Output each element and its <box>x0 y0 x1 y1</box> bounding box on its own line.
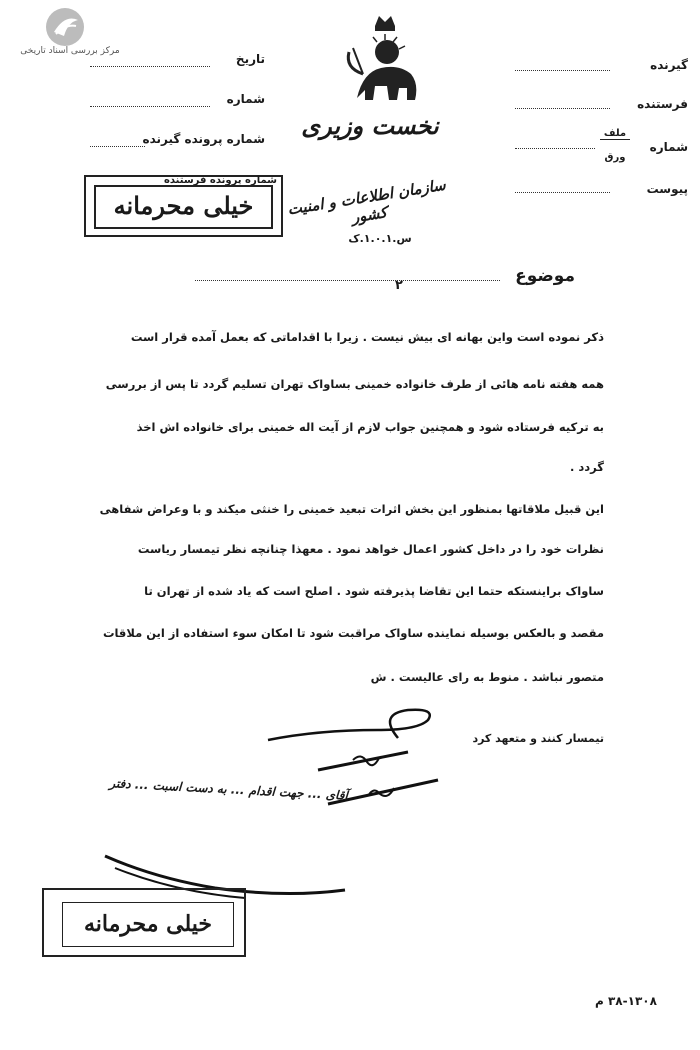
body-line-8: مقصد و بالعکس بوسیله نماینده ساواک مراقبت شود تا امکان سوء استفاده از این ملاقات <box>102 626 604 640</box>
sender-line <box>515 108 610 109</box>
attachment-label: پیوست <box>646 182 688 196</box>
date-label: تاریخ <box>235 52 265 66</box>
top-secret-stamp-text: خیلی محرمانه <box>94 185 273 229</box>
body-line-2: همه هفته نامه هائی از طرف خانواده خمینی بساواک تهران تسلیم گردد تا پس از بررسی <box>105 377 604 391</box>
letterhead-subtitle: سازمان اطلاعات و امنیت کشور <box>286 175 447 227</box>
closing-line: تیمسار کنند و متعهد کرد <box>472 732 604 745</box>
subject-value: ۲ <box>395 278 403 293</box>
page-label: ورق <box>604 152 626 163</box>
classification-stamp <box>84 175 283 237</box>
date-line <box>90 66 210 67</box>
archive-number: ۳۸-۱۳۰۸ م <box>595 994 657 1008</box>
subject-line <box>195 280 500 281</box>
body-line-1: ذکر نموده است واین بهانه ای بیش نیست . زیرا با اقداماتی که بعمل آمده قرار است <box>130 330 604 344</box>
number-line-left <box>90 106 210 107</box>
classification-stamp-bottom <box>42 888 246 957</box>
recipient-label: گیرنده <box>650 58 688 72</box>
lion-and-sun-emblem-icon <box>335 12 435 112</box>
body-line-5: این قبیل ملاقاتها بمنظور این بخش اثرات تبعید خمینی را خنثی میکند و با وعراض شفاهی <box>99 502 604 516</box>
receiver-file-number-line <box>90 146 145 147</box>
body-line-4: گردد . <box>569 460 604 474</box>
sender-file-number-label: شماره پرونده فرستنده <box>164 175 277 186</box>
sender-label: فرستنده <box>637 97 688 111</box>
subject-label: موضوع <box>515 266 575 286</box>
body-line-6: نظرات خود را در داخل کشور اعمال خواهد نمود . معهذا چنانچه نظر تیمسار ریاست <box>137 542 604 556</box>
body-line-9: متصور نباشد . منوط به رای عالیست . ش <box>370 670 604 684</box>
number-label-right: شماره <box>649 140 688 154</box>
handwritten-annotation: آقای ... جهت اقدام ... به دست اسبت ... دفتر <box>109 776 349 803</box>
file-label: ملف <box>600 128 630 140</box>
recipient-line <box>515 70 610 71</box>
archive-logo-icon <box>44 6 86 48</box>
letterhead-title: نخست وزیری <box>301 112 439 140</box>
number-label-left: شماره <box>226 92 265 106</box>
letterhead-code: س.۱.۰.۱.ک <box>348 232 412 245</box>
body-line-7: ساواک براینستکه حتما این تقاضا پذیرفته شود . اصلح است که یاد شده از تهران تا <box>144 584 604 598</box>
top-secret-stamp-text-bottom: خیلی محرمانه <box>62 902 234 947</box>
number-line-right <box>515 148 595 149</box>
receiver-file-number-label: شماره پرونده گیرنده <box>142 132 265 146</box>
attachment-line <box>515 192 610 193</box>
body-line-3: به ترکیه فرستاده شود و همچنین جواب لازم از آیت اله خمینی برای خانواده اش اخذ <box>136 420 604 434</box>
watermark-text: مرکز بررسی اسناد تاریخی <box>20 46 120 56</box>
